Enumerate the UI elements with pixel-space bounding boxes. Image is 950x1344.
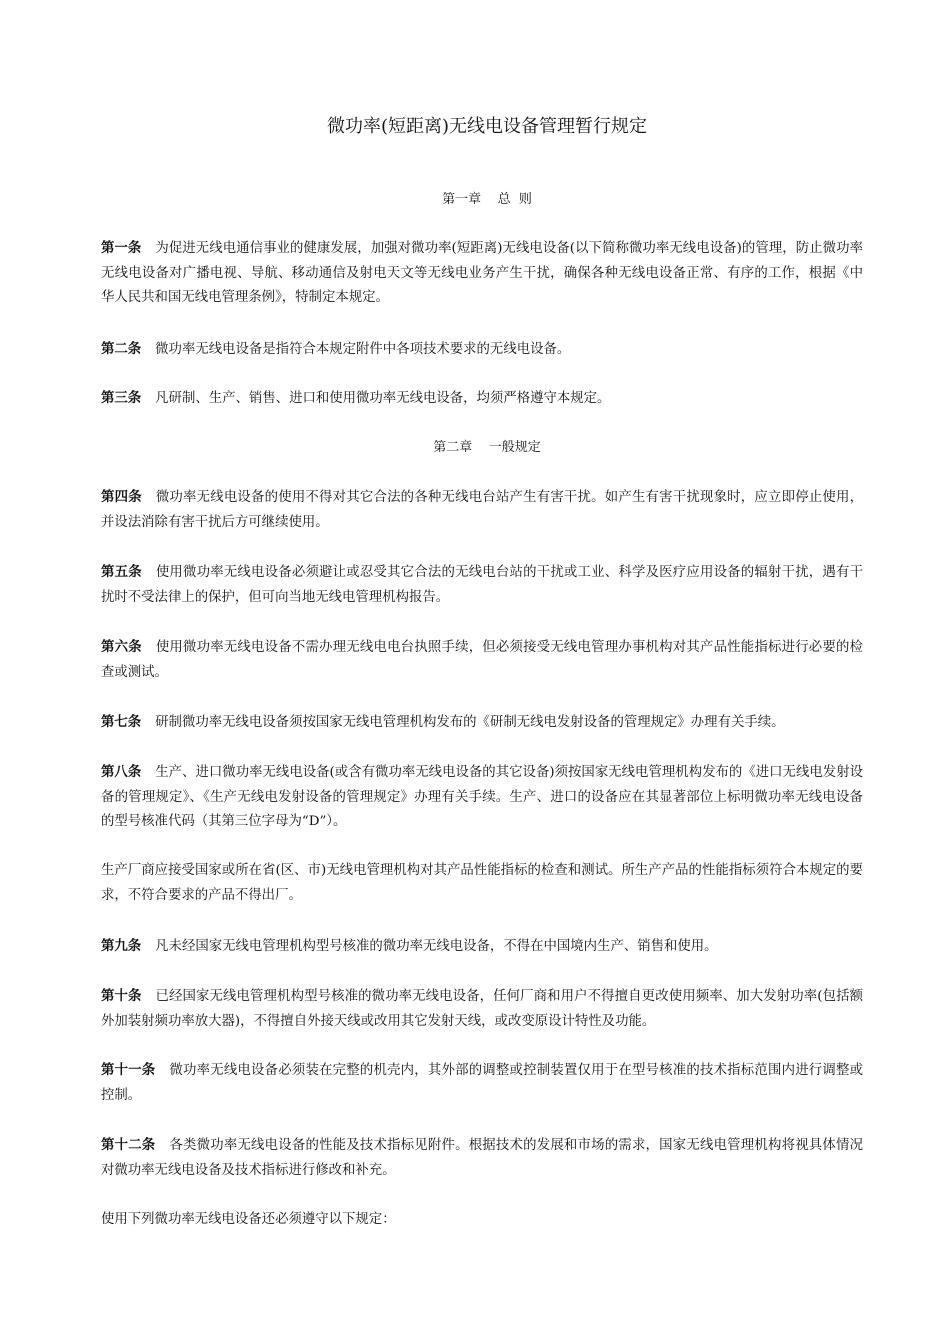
- chapter-heading-1: 第一章 总 则: [442, 192, 532, 207]
- article-label: 第四条: [101, 489, 142, 505]
- article-label: 第九条: [101, 938, 142, 954]
- article-6: [101, 635, 863, 685]
- chapter-heading-2: 第二章 一般规定: [433, 440, 541, 455]
- article-3: [101, 386, 863, 412]
- article-2: [101, 337, 863, 363]
- article-8: [101, 760, 863, 835]
- article-text: 凡未经国家无线电管理机构型号核准的微功率无线电设备，不得在中国境内生产、销售和使用。: [155, 939, 718, 954]
- article-12: [101, 1133, 863, 1183]
- article-8-paragraph-2: [101, 859, 863, 908]
- article-label: 第三条: [101, 390, 142, 406]
- article-7: [101, 710, 863, 736]
- article-text: 使用下列微功率无线电设备还必须遵守以下规定：: [101, 1212, 396, 1227]
- article-text: 生产、进口微功率无线电设备(或含有微功率无线电设备的其它设备)须按国家无线电管理机构发布的《进口无线电发射设备的管理规定》、《生产无线电发射设备的管理规定》办理有关手续。生产、进口的设备应在其显著部位上标明微功率无线电设备的型号核准代码（其第三位字母为“D”）。: [101, 765, 863, 829]
- article-label: 第七条: [101, 714, 142, 730]
- article-label: 第一条: [101, 240, 142, 256]
- article-4: [101, 485, 863, 535]
- article-label: 第十二条: [101, 1137, 156, 1153]
- article-text: 研制微功率无线电设备须按国家无线电管理机构发布的《研制无线电发射设备的管理规定》办理有关手续。: [155, 715, 785, 730]
- article-text: 为促进无线电通信事业的健康发展，加强对微功率(短距离)无线电设备(以下简称微功率无线电设备)的管理，防止微功率无线电设备对广播电视、导航、移动通信及射电天文等无线电业务产生干扰，确保各种无线电设备正常、有序的工作，根据《中华人民共和国无线电管理条例》，特制定本规定。: [101, 241, 863, 305]
- article-label: 第六条: [101, 639, 142, 655]
- article-text: 微功率无线电设备是指符合本规定附件中各项技术要求的无线电设备。: [155, 342, 571, 357]
- article-label: 第十一条: [101, 1062, 156, 1078]
- article-text: 微功率无线电设备必须装在完整的机壳内，其外部的调整或控制装置仅用于在型号核准的技术指标范围内进行调整或控制。: [101, 1063, 864, 1103]
- article-5: [101, 560, 863, 610]
- article-11: [101, 1058, 863, 1108]
- article-1: [101, 236, 863, 311]
- page-title: 微功率(短距离)无线电设备管理暂行规定: [326, 116, 648, 137]
- article-text: 使用微功率无线电设备不需办理无线电电台执照手续，但必须接受无线电管理办事机构对其产品性能指标进行必要的检查或测试。: [101, 640, 863, 680]
- article-text: 微功率无线电设备的使用不得对其它合法的各种无线电台站产生有害干扰。如产生有害干扰现象时，应立即停止使用，并设法消除有害干扰后方可继续使用。: [101, 490, 863, 530]
- article-text: 生产厂商应接受国家或所在省(区、市)无线电管理机构对其产品性能指标的检查和测试。所生产产品的性能指标须符合本规定的要求，不符合要求的产品不得出厂。: [101, 863, 863, 903]
- closing-paragraph: [101, 1208, 863, 1233]
- article-label: 第二条: [101, 341, 142, 357]
- article-text: 已经国家无线电管理机构型号核准的微功率无线电设备，任何厂商和用户不得擅自更改使用频率、加大发射功率(包括额外加装射频功率放大器)，不得擅自外接天线或改用其它发射天线，或改变原设计特性及功能。: [101, 989, 863, 1029]
- article-10: [101, 984, 863, 1034]
- article-label: 第十条: [101, 988, 142, 1004]
- article-text: 凡研制、生产、销售、进口和使用微功率无线电设备，均须严格遵守本规定。: [155, 391, 611, 406]
- article-label: 第八条: [101, 764, 142, 780]
- article-text: 各类微功率无线电设备的性能及技术指标见附件。根据技术的发展和市场的需求，国家无线电管理机构将视具体情况对微功率无线电设备及技术指标进行修改和补充。: [101, 1138, 864, 1178]
- article-text: 使用微功率无线电设备必须避让或忍受其它合法的无线电台站的干扰或工业、科学及医疗应用设备的辐射干扰，遇有干扰时不受法律上的保护，但可向当地无线电管理机构报告。: [101, 565, 863, 605]
- article-9: [101, 934, 863, 960]
- article-label: 第五条: [101, 564, 142, 580]
